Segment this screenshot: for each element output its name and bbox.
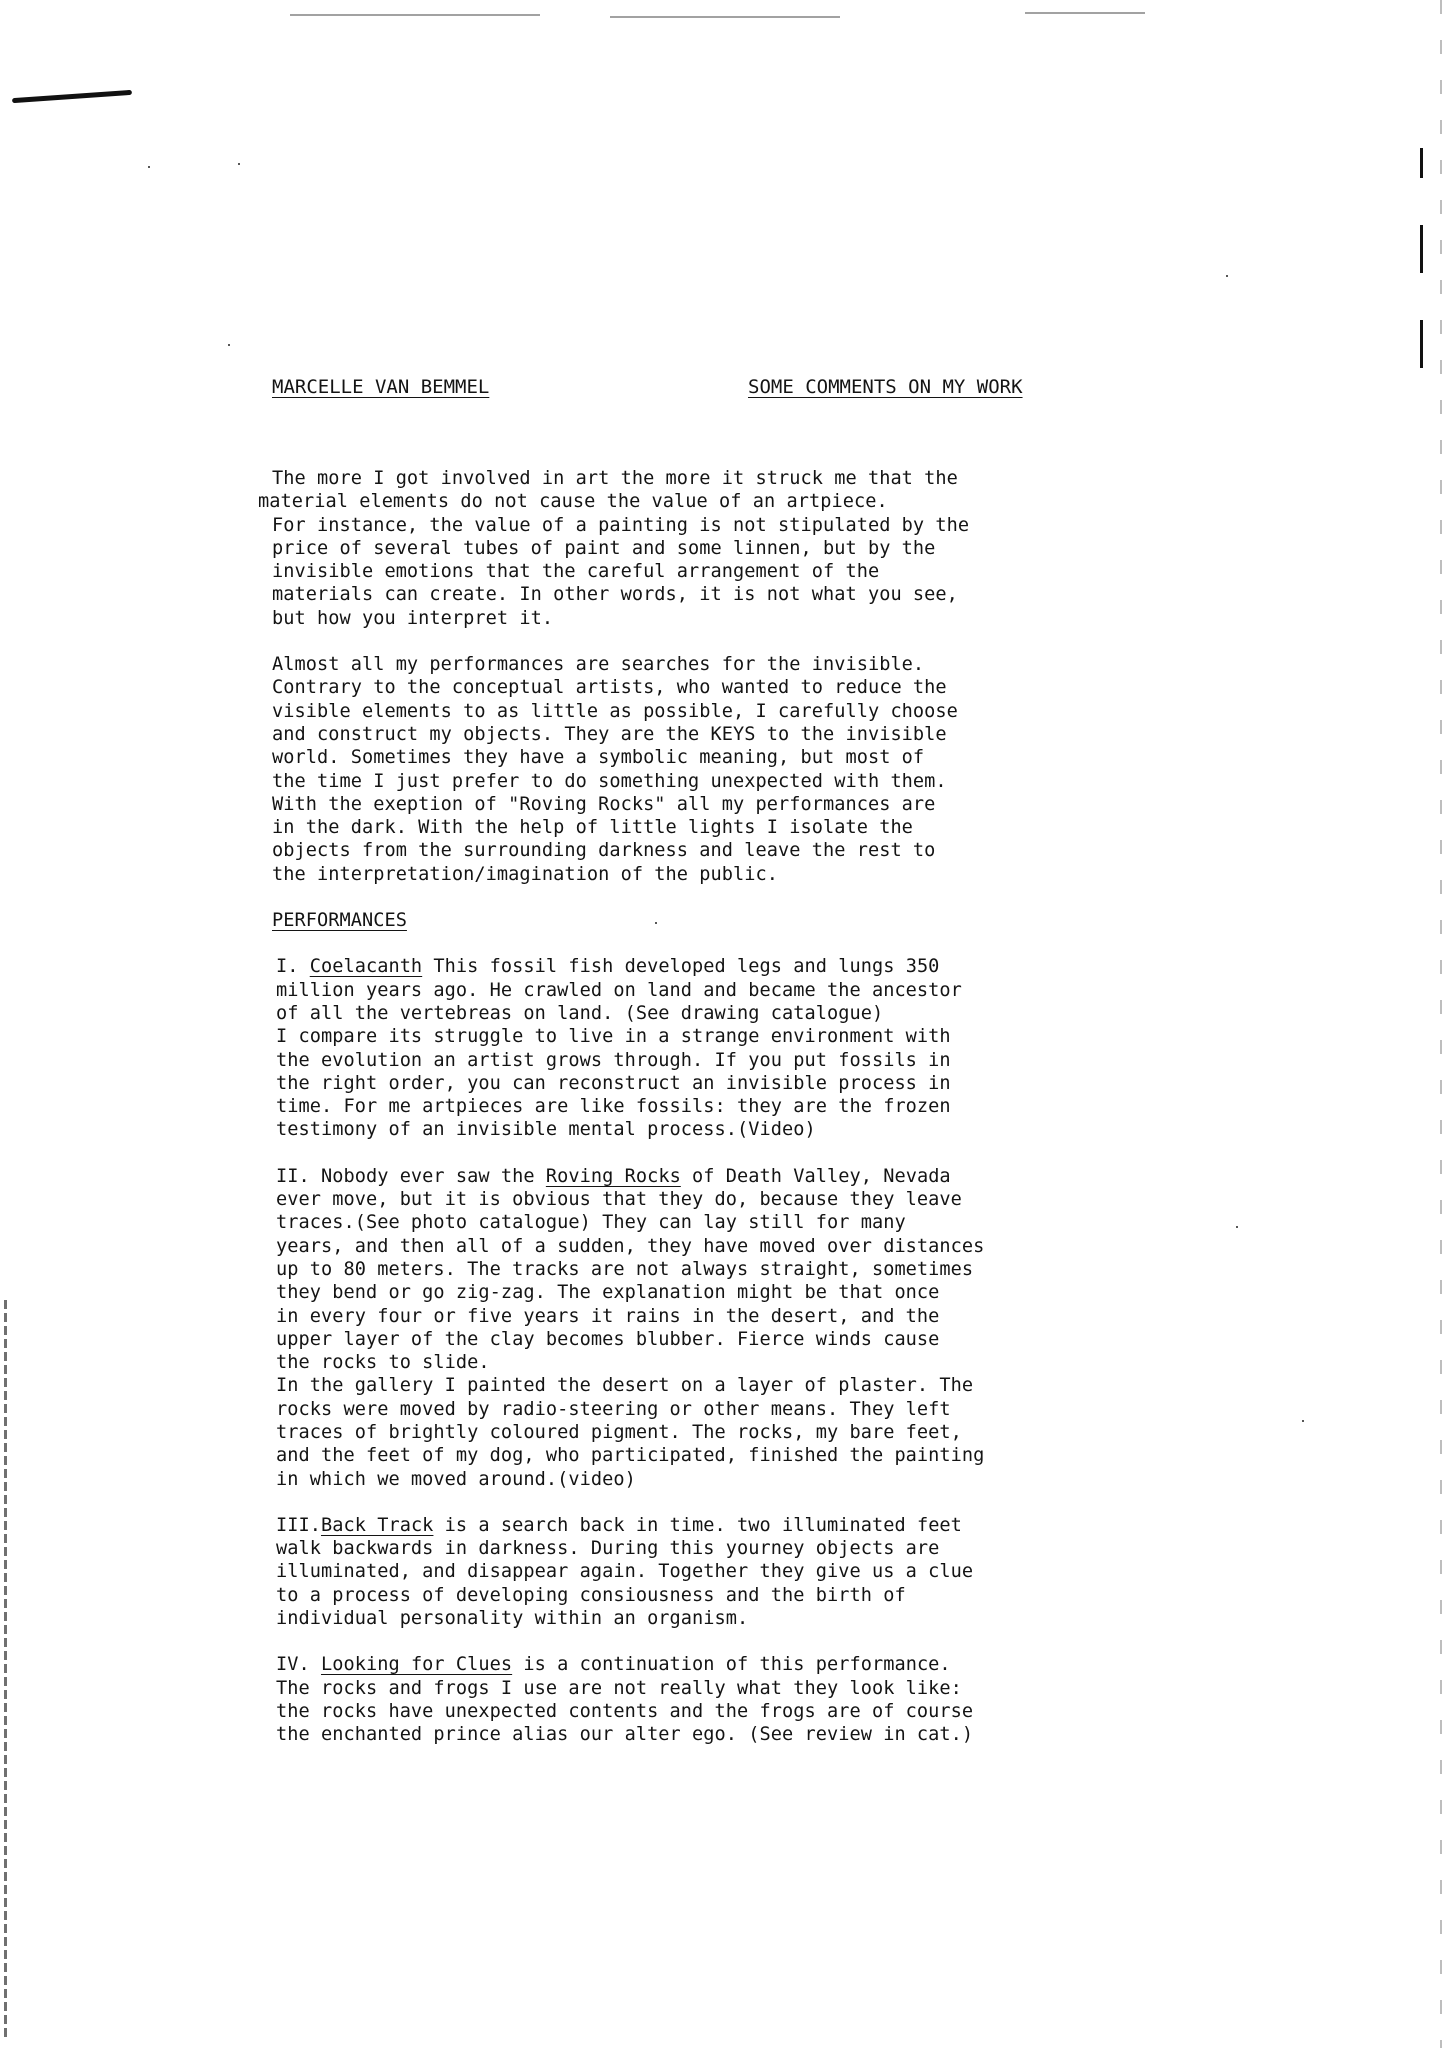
intro-paragraph-2: Almost all my performances are searches for the invisible. Contrary to the conceptual artists, who wanted to reduce the visible elements to as little as possible, I carefully choose and construct my objects. They are the KEYS to the invisible world. Sometimes they have a symbolic meaning, but most of the time I just prefer to do something unexpected with them. With the exeption of "Roving Rocks" all my performances are in the dark. With the help of little lights I isolate the objects from the surrounding darkness and leave the rest to the interpretation/imagination of the public. [272, 654, 958, 885]
scan-artifact-top-line [610, 16, 840, 18]
author-name: MARCELLE VAN BEMMEL [272, 376, 490, 398]
scan-speck [1226, 275, 1228, 277]
performance-title-back-track: Back Track [320, 1514, 434, 1536]
performance-description: of Death Valley, Nevada ever move, but it is obvious that they do, because they leave traces.(See photo catalogue) They can lay still for many years, and then all of a sudden, they have moved over distances up to 80 meters. The tracks are not always straight, sometimes they bend or go zig-zag. The explanation might be that once in every four or five years it rains in the desert, and the upper layer of the clay becomes blubber. Fierce winds cause the rocks to slide. In the gallery I painted the desert on a layer of plaster. The rocks were moved by radio-steering or other means. They left traces of brightly coloured pigment. The rocks, my bare feet, and the feet of my dog, who participated, finished the painting in which we moved around.(video) [276, 1165, 985, 1490]
scan-artifact-right-mark [1420, 320, 1423, 368]
document-title: SOME COMMENTS ON MY WORK [748, 376, 1023, 398]
document-body [258, 467, 1158, 1770]
scan-speck [148, 166, 150, 168]
performance-prefix: II. Nobody ever saw the [276, 1165, 546, 1187]
scan-speck [238, 163, 240, 165]
performance-roving-rocks [276, 1165, 1158, 1491]
performance-description: is a search back in time. two illuminated feet walk backwards in darkness. During this yourney objects are illuminated, and disappear again. Together they give us a clue to a process of developing consiousness and the birth of individual personality within an organism. [276, 1514, 974, 1630]
performance-title-coelacanth: Coelacanth [309, 956, 423, 978]
performance-description: is a continuation of this performance. The rocks and frogs I use are not really what they look like: the rocks have unexpected contents and the frogs are of course the enchanted prince alias our alter ego. (See review in cat.) [276, 1654, 974, 1746]
scan-artifact-right-mark [1420, 225, 1423, 273]
performance-title-roving-rocks: Roving Rocks [545, 1165, 681, 1187]
performance-back-track [276, 1514, 1158, 1630]
performance-coelacanth [276, 955, 1158, 1141]
scan-speck [228, 344, 230, 346]
intro-paragraph-1-continuation: For instance, the value of a painting is not stipulated by the price of several tubes of paint and some linnen, but by the invisible emotions that the careful arrangement of the materials can create. In other words, it is not what you see, but how you interpret it. [272, 514, 970, 629]
scan-artifact-ink-stroke [12, 90, 132, 103]
intro-paragraph-1 [258, 467, 1158, 630]
scan-speck [1236, 1226, 1238, 1228]
scan-artifact-right-edge [1440, 0, 1442, 2048]
intro-paragraph-1-line-2: material elements do not cause the value of an artpiece. [258, 491, 888, 513]
performance-prefix: IV. [276, 1654, 321, 1676]
scan-artifact-top-line [1025, 12, 1145, 14]
performance-prefix: I. [276, 956, 310, 978]
performance-description: This fossil fish developed legs and lungs 350 million years ago. He crawled on land and became the ancestor of all the vertebreas on land. (See drawing catalogue) I compare its struggle to live in a strange environment with the evolution an artist grows through. If you put fossils in the right order, you can reconstruct an invisible process in time. For me artpieces are like fossils: they are the frozen testimony of an invisible mental process.(Video) [276, 956, 962, 1141]
performances-heading: PERFORMANCES [272, 910, 407, 932]
scan-speck [1302, 1420, 1304, 1422]
intro-paragraph-1-line-1: The more I got involved in art the more it struck me that the [272, 468, 958, 489]
performance-title-looking-for-clues: Looking for Clues [320, 1654, 513, 1676]
scan-artifact-top-line [290, 14, 540, 16]
performance-prefix: III. [276, 1514, 321, 1536]
performance-looking-for-clues [276, 1653, 1158, 1746]
scan-artifact-right-mark [1420, 148, 1423, 178]
scan-artifact-left-edge [4, 1300, 7, 2040]
